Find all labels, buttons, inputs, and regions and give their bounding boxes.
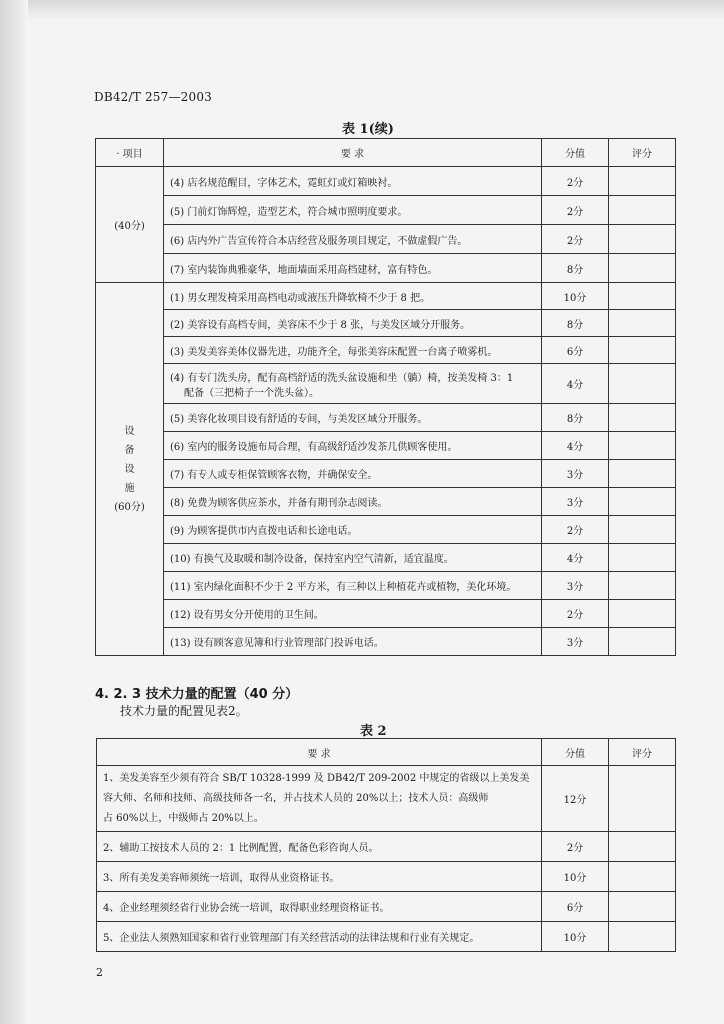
header-score: 分值: [542, 739, 609, 766]
table-row: [96, 196, 676, 225]
row-evaluation: [609, 460, 676, 488]
row-score: 2分: [542, 167, 609, 196]
row-requirement: (4) 店名规范醒目，字体艺术，霓虹灯或灯箱映衬。: [164, 167, 542, 196]
row-score: 2分: [542, 600, 609, 628]
page-number: 2: [96, 966, 103, 979]
group2-label-char: 设: [124, 463, 135, 475]
group2-label: [96, 283, 164, 656]
header-requirement: 要 求: [164, 139, 542, 167]
row-evaluation: [609, 196, 676, 225]
row-requirement-line: 占 60%以上，中级师占 20%以上。: [103, 812, 264, 824]
row-requirement: (3) 美发美容美体仪器先进，功能齐全，每张美容床配置一台离子喷雾机。: [164, 337, 542, 364]
row-requirement-line: 容大师、名师和技师、高级技师各一名，并占技术人员的 20%以上；技术人员：高级师: [103, 792, 489, 804]
row-score: 10分: [542, 922, 609, 952]
row-score: 4分: [542, 544, 609, 572]
row-evaluation: [609, 225, 676, 254]
table-row: [96, 283, 676, 310]
table-row: [96, 628, 676, 656]
table-row: [96, 337, 676, 364]
row-requirement: (7) 室内装饰典雅豪华，地面墙面采用高档建材，富有特色。: [164, 254, 542, 283]
row-requirement: 4、企业经理须经省行业协会统一培训，取得职业经理资格证书。: [97, 892, 542, 922]
row-evaluation: [609, 337, 676, 364]
scan-shadow-left: [0, 0, 28, 1024]
row-evaluation: [609, 922, 676, 952]
row-requirement: (12) 设有男女分开使用的卫生间。: [164, 600, 542, 628]
row-requirement: (5) 门前灯饰辉煌，造型艺术，符合城市照明度要求。: [164, 196, 542, 225]
table-row: [96, 310, 676, 337]
row-evaluation: [609, 167, 676, 196]
row-score: 3分: [542, 488, 609, 516]
header-item: · 项目: [96, 139, 164, 167]
table2-caption: 表 2: [360, 724, 387, 739]
table-row: [96, 225, 676, 254]
document-code: DB42/T 257—2003: [94, 90, 213, 104]
row-evaluation: [609, 254, 676, 283]
row-requirement: (11) 室内绿化面积不少于 2 平方米，有三种以上种植花卉或植物，美化环境。: [164, 572, 542, 600]
row-score: 8分: [542, 254, 609, 283]
row-requirement: 3、所有美发美容师须统一培训，取得从业资格证书。: [97, 862, 542, 892]
table-row: [97, 862, 676, 892]
header-requirement: 要 求: [97, 739, 542, 766]
row-evaluation: [609, 832, 676, 862]
row-evaluation: [609, 600, 676, 628]
row-requirement: (6) 室内的服务设施布局合理，有高级舒适沙发茶几供顾客使用。: [164, 432, 542, 460]
row-score: 8分: [542, 310, 609, 337]
row-score: 12分: [542, 766, 609, 832]
row-score: 3分: [542, 460, 609, 488]
table-row: [96, 572, 676, 600]
table2: [96, 738, 676, 952]
group2-label-char: 施: [124, 482, 135, 494]
table-row: [96, 254, 676, 283]
row-evaluation: [609, 628, 676, 656]
row-requirement: (1) 男女理发椅采用高档电动或液压升降软椅不少于 8 把。: [164, 283, 542, 310]
row-evaluation: [609, 283, 676, 310]
row-score: 3分: [542, 572, 609, 600]
row-evaluation: [609, 766, 676, 832]
row-score: 2分: [542, 225, 609, 254]
row-requirement: (7) 有专人或专柜保管顾客衣物，并确保安全。: [164, 460, 542, 488]
table-row: [97, 766, 676, 832]
row-requirement: (9) 为顾客提供市内直拨电话和长途电话。: [164, 516, 542, 544]
row-score: 4分: [542, 364, 609, 404]
group2-label-char: 设: [124, 425, 135, 437]
row-requirement: [164, 364, 542, 404]
row-score: 3分: [542, 628, 609, 656]
header-evaluation: 评分: [609, 739, 676, 766]
row-score: 2分: [542, 196, 609, 225]
table1-header-row: [96, 139, 676, 167]
scan-shadow-top: [0, 0, 724, 20]
table-row: [96, 404, 676, 432]
table-row: [96, 460, 676, 488]
row-requirement: (5) 美容化妆项目设有舒适的专间，与美发区域分开服务。: [164, 404, 542, 432]
table-row: [96, 516, 676, 544]
row-score: 8分: [542, 404, 609, 432]
table-row: [96, 488, 676, 516]
row-requirement: (2) 美容设有高档专间，美容床不少于 8 张，与美发区域分开服务。: [164, 310, 542, 337]
group2-label-points: (60分): [114, 501, 145, 513]
row-score: 6分: [542, 337, 609, 364]
row-evaluation: [609, 544, 676, 572]
table-row: [96, 167, 676, 196]
row-requirement: (6) 店内外广告宣传符合本店经营及服务项目规定，不做虚假广告。: [164, 225, 542, 254]
row-evaluation: [609, 892, 676, 922]
section-heading: 4. 2. 3 技术力量的配置（40 分）: [95, 687, 299, 702]
row-requirement-line: 配备（三把椅子一个洗头盆）。: [184, 387, 319, 399]
table-row: [96, 432, 676, 460]
row-score: 10分: [542, 283, 609, 310]
row-evaluation: [609, 488, 676, 516]
row-score: 2分: [542, 516, 609, 544]
table-row: [97, 892, 676, 922]
row-score: 4分: [542, 432, 609, 460]
row-evaluation: [609, 516, 676, 544]
row-requirement: (13) 设有顾客意见簿和行业管理部门投诉电话。: [164, 628, 542, 656]
row-evaluation: [609, 572, 676, 600]
table-row: [96, 544, 676, 572]
header-evaluation: 评分: [609, 139, 676, 167]
table-row: [96, 600, 676, 628]
row-requirement-line: 1、美发美容至少须有符合 SB/T 10328-1999 及 DB42/T 209-2002 中规定的省级以上美发美: [103, 772, 530, 784]
row-score: 2分: [542, 832, 609, 862]
row-requirement: (8) 免费为顾客供应茶水，并备有期刊杂志阅读。: [164, 488, 542, 516]
header-score: 分值: [542, 139, 609, 167]
table-row: [97, 922, 676, 952]
table1: [95, 138, 676, 656]
row-requirement: 2、辅助工按技术人员的 2：1 比例配置，配备色彩咨询人员。: [97, 832, 542, 862]
group1-label: (40分): [96, 167, 164, 283]
table-row: [97, 832, 676, 862]
section-text: 技术力量的配置见表2。: [120, 704, 248, 718]
row-score: 6分: [542, 892, 609, 922]
table-row: [96, 364, 676, 404]
table2-header-row: [97, 739, 676, 766]
row-evaluation: [609, 432, 676, 460]
row-evaluation: [609, 862, 676, 892]
row-evaluation: [609, 364, 676, 404]
group2-label-char: 备: [124, 444, 135, 456]
row-evaluation: [609, 310, 676, 337]
row-requirement-line: (4) 有专门洗头房，配有高档舒适的洗头盆设施和坐（躺）椅，按美发椅 3：1: [170, 372, 514, 384]
table1-caption: 表 1(续): [342, 122, 394, 137]
row-evaluation: [609, 404, 676, 432]
row-score: 10分: [542, 862, 609, 892]
row-requirement: (10) 有换气及取暖和制冷设备，保持室内空气清新，适宜温度。: [164, 544, 542, 572]
row-requirement: [97, 766, 542, 832]
row-requirement: 5、企业法人须熟知国家和省行业管理部门有关经营活动的法律法规和行业有关规定。: [97, 922, 542, 952]
